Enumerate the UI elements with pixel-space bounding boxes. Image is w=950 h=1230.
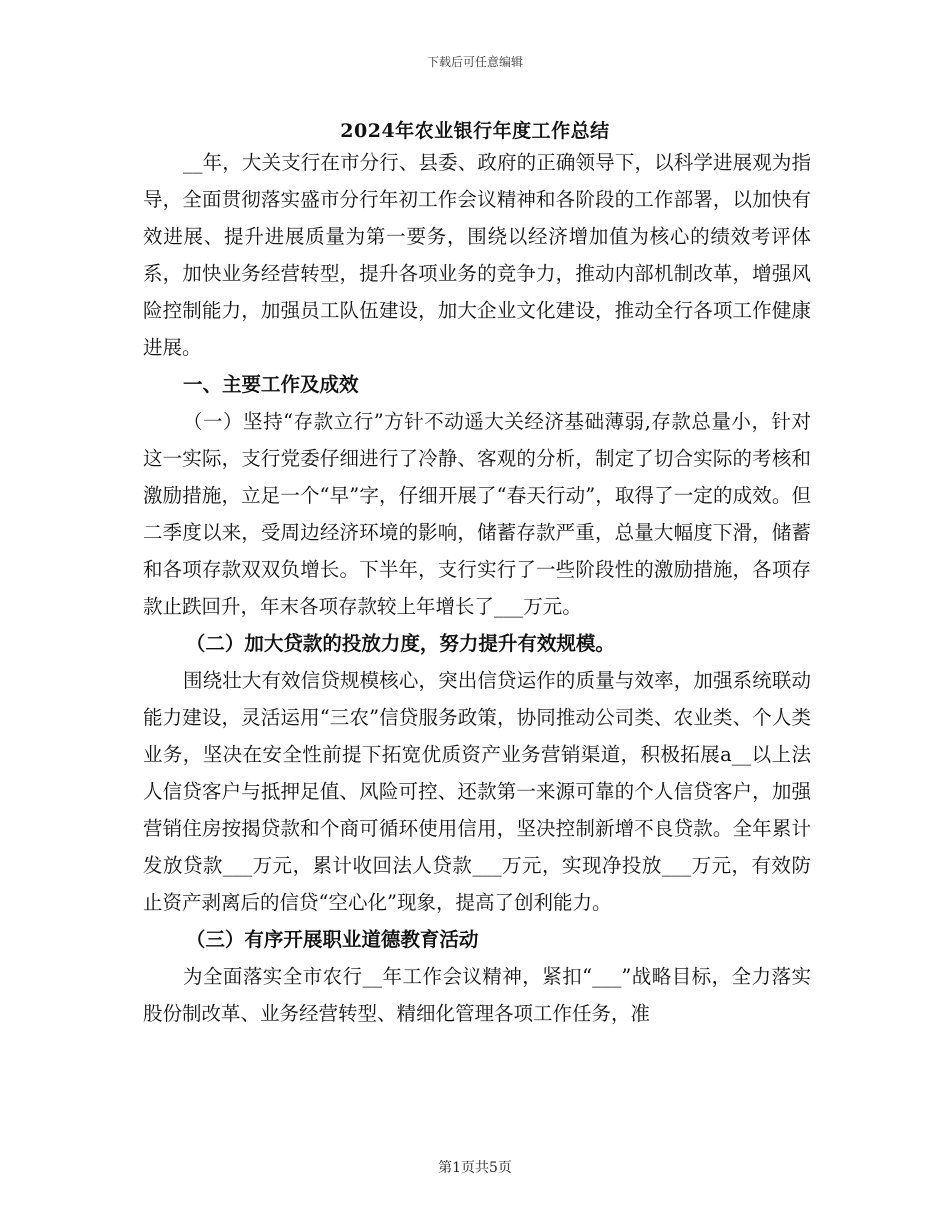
section-heading-main-work: 一、主要工作及成效 xyxy=(182,373,359,396)
subsection-heading-ethics: （三）有序开展职业道德教育活动 xyxy=(185,928,479,951)
header-note: 下载后可任意编辑 xyxy=(426,55,523,69)
document-body xyxy=(143,144,811,1032)
subsection-heading-loans: （二）加大贷款的投放力度，努力提升有效规模。 xyxy=(185,632,615,655)
intro-paragraph: __年，大关支行在市分行、县委、政府的正确领导下，以科学进展观为指导，全面贯彻落实盛市分行年初工作会议精神和各阶段的工作部署，以加快有效进展、提升进展质量为第一要务，围绕以经济增加值为核心的绩效考评体系，加快业务经营转型，提升各项业务的竞争力，推动内部机制改革，增强风险控制能力，加强员工队伍建设，加大企业文化建设，推动全行各项工作健康进展。 xyxy=(143,151,811,359)
subsection-loans-paragraph: 围绕壮大有效信贷规模核心，突出信贷运作的质量与效率，加强系统联动能力建设，灵活运用“三农”信贷服务政策，协同推动公司类、农业类、个人类业务，坚决在安全性前提下拓宽优质资产业务营销渠道，积极拓展a__以上法人信贷客户与抵押足值、风险可控、还款第一来源可靠的个人信贷客户，加强营销住房按揭贷款和个商可循环使用信用，坚决控制新增不良贷款。全年累计发放贷款___万元，累计收回法人贷款___万元，实现净投放___万元，有效防止资产剥离后的信贷“空心化”现象，提高了创利能力。 xyxy=(143,669,811,914)
page-number: 第1页共5页 xyxy=(438,1160,512,1176)
subsection-ethics-paragraph: 为全面落实全市农行__年工作会议精神，紧扣“___”战略目标，全力落实股份制改革、业务经营转型、精细化管理各项工作任务，准 xyxy=(143,965,811,1025)
document-title: 2024年农业银行年度工作总结 xyxy=(340,120,610,142)
subsection-deposits-paragraph: （一）坚持“存款立行”方针不动遥大关经济基础薄弱,存款总量小，针对这一实际，支行党委仔细进行了冷静、客观的分析，制定了切合实际的考核和激励措施，立足一个“早”字，仔细开展了“春天行动”，取得了一定的成效。但二季度以来，受周边经济环境的影响，储蓄存款严重，总量大幅度下滑，储蓄和各项存款双双负增长。下半年，支行实行了一些阶段性的激励措施，各项存款止跌回升，年末各项存款较上年增长了___万元。 xyxy=(143,410,811,618)
